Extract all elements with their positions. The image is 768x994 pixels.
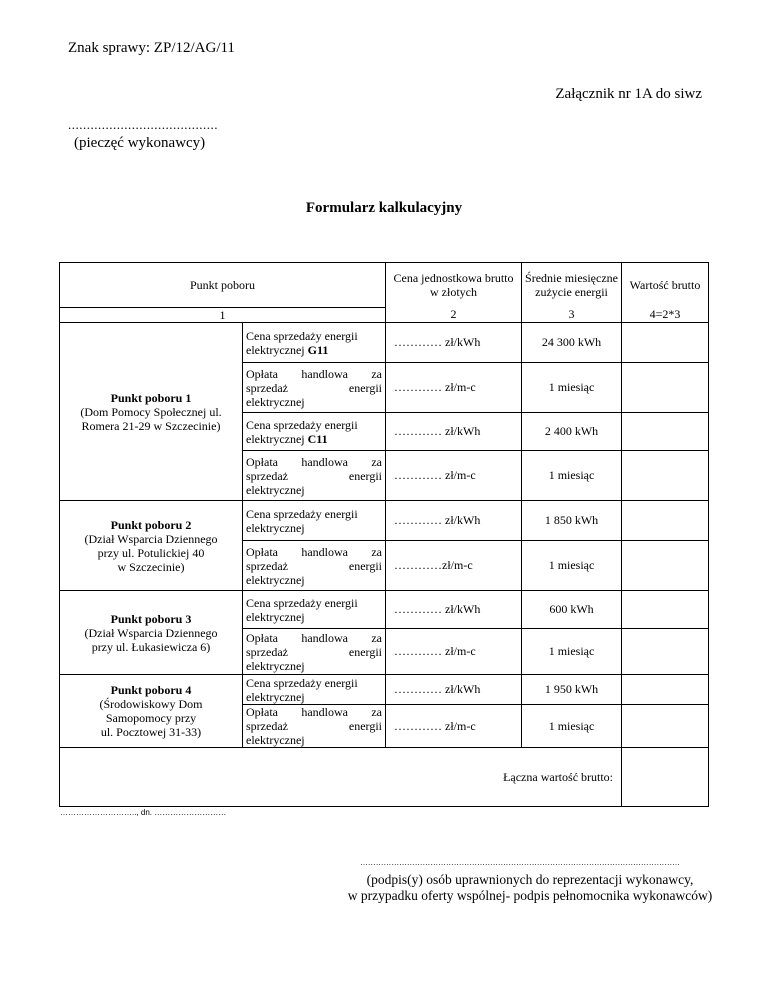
calculation-table bbox=[59, 262, 709, 807]
desc-trade-fee bbox=[243, 541, 386, 591]
usage-value: 1 miesiąc bbox=[522, 629, 622, 675]
col-header-usage: Średnie miesięczne zużycie energii bbox=[522, 263, 622, 308]
unit-price-month: ………… zł/m-c bbox=[386, 705, 522, 748]
table-row bbox=[60, 323, 709, 363]
point-4-cell bbox=[60, 675, 243, 748]
desc-text: Opłata handlowa za sprzedaż energii bbox=[246, 630, 383, 659]
case-number: Znak sprawy: ZP/12/AG/11 bbox=[68, 40, 235, 56]
desc-trade-fee bbox=[243, 629, 386, 675]
col-header-point: Punkt poboru bbox=[60, 263, 386, 308]
usage-value: 2 400 kWh bbox=[522, 413, 622, 451]
usage-value: 1 950 kWh bbox=[522, 675, 622, 705]
unit-price-kwh: ………… zł/kWh bbox=[386, 675, 522, 705]
total-label: Łączna wartość brutto: bbox=[60, 748, 622, 807]
point-3-name: Punkt poboru 3 bbox=[110, 611, 192, 626]
usage-value: 600 kWh bbox=[522, 591, 622, 629]
stamp-label: (pieczęć wykonawcy) bbox=[74, 135, 206, 151]
usage-value: 1 miesiąc bbox=[522, 541, 622, 591]
desc-trade-fee bbox=[243, 363, 386, 413]
table-row bbox=[60, 501, 709, 541]
col-number-1: 1 bbox=[60, 308, 386, 323]
gross-value-cell bbox=[622, 675, 709, 705]
col-number-2: 2 bbox=[386, 308, 522, 323]
desc-text: elektrycznej bbox=[246, 733, 305, 747]
desc-energy-price: Cena sprzedaży energii elektrycznej bbox=[243, 501, 386, 541]
unit-price-month: ………… zł/m-c bbox=[386, 363, 522, 413]
tariff-g11: G11 bbox=[307, 342, 329, 357]
desc-energy-price bbox=[243, 413, 386, 451]
desc-trade-fee bbox=[243, 451, 386, 501]
point-2-address-line: przy ul. Potulickiej 40 bbox=[97, 545, 205, 560]
signature-dotted-line: …………………………………………………………………………………………………………… bbox=[360, 858, 680, 867]
desc-energy-price: Cena sprzedaży energii elektrycznej bbox=[243, 591, 386, 629]
form-title: Formularz kalkulacyjny bbox=[305, 200, 463, 216]
desc-text: Opłata handlowa za sprzedaż energii bbox=[246, 705, 383, 733]
place-date-line: ……………………….., dn. ……………………… bbox=[60, 808, 227, 817]
point-4-address-line: (Środowiskowy Dom bbox=[99, 697, 203, 711]
point-1-cell bbox=[60, 323, 243, 501]
unit-price-kwh: ………… zł/kWh bbox=[386, 591, 522, 629]
desc-energy-price: Cena sprzedaży energii elektrycznej bbox=[243, 675, 386, 705]
gross-value-cell bbox=[622, 363, 709, 413]
table-header-row bbox=[60, 263, 709, 308]
total-value-cell bbox=[622, 748, 709, 807]
desc-text: elektrycznej bbox=[246, 658, 305, 673]
desc-text: Opłata handlowa za sprzedaż energii bbox=[246, 366, 383, 395]
desc-text: Cena sprzedaży energii elektrycznej bbox=[246, 328, 358, 357]
unit-price-kwh: ………… zł/kWh bbox=[386, 323, 522, 363]
usage-value: 1 850 kWh bbox=[522, 501, 622, 541]
gross-value-cell bbox=[622, 413, 709, 451]
unit-price-month: ………… zł/m-c bbox=[386, 451, 522, 501]
usage-value: 1 miesiąc bbox=[522, 451, 622, 501]
gross-value-cell bbox=[622, 451, 709, 501]
gross-value-cell bbox=[622, 323, 709, 363]
desc-text: Opłata handlowa za sprzedaż energii bbox=[246, 454, 383, 483]
point-3-cell bbox=[60, 591, 243, 675]
unit-price-month: …………zł/m-c bbox=[386, 541, 522, 591]
point-2-cell bbox=[60, 501, 243, 591]
table-row bbox=[60, 675, 709, 705]
gross-value-cell bbox=[622, 629, 709, 675]
point-4-address-line: ul. Pocztowej 31-33) bbox=[100, 725, 202, 739]
col-header-gross-value: Wartość brutto bbox=[622, 263, 709, 308]
col-header-unit-price: Cena jednostkowa brutto w złotych bbox=[386, 263, 522, 308]
gross-value-cell bbox=[622, 541, 709, 591]
point-3-address-line: przy ul. Łukasiewicza 6) bbox=[91, 639, 211, 654]
point-3-address-line: (Dział Wsparcia Dziennego bbox=[84, 625, 218, 640]
gross-value-cell bbox=[622, 501, 709, 541]
signature-caption-line-2: w przypadku oferty wspólnej- podpis pełnomocnika wykonawców) bbox=[347, 888, 713, 903]
stamp-placeholder-line: ........................................ bbox=[68, 117, 218, 132]
gross-value-cell bbox=[622, 591, 709, 629]
col-number-3: 3 bbox=[522, 308, 622, 323]
point-4-address-line: Samopomocy przy bbox=[105, 711, 197, 725]
desc-text: Cena sprzedaży energii elektrycznej bbox=[246, 417, 358, 446]
gross-value-cell bbox=[622, 705, 709, 748]
desc-text: elektrycznej bbox=[246, 482, 305, 497]
usage-value: 1 miesiąc bbox=[522, 363, 622, 413]
point-1-name: Punkt poboru 1 bbox=[110, 390, 192, 405]
desc-text: elektrycznej bbox=[246, 572, 305, 587]
point-1-address: (Dom Pomocy Społecznej ul. Romera 21-29 w Szczecinie) bbox=[80, 404, 222, 433]
desc-text: Opłata handlowa za sprzedaż energii bbox=[246, 544, 383, 573]
desc-text: elektrycznej bbox=[246, 394, 305, 409]
point-2-address-line: (Dział Wsparcia Dziennego bbox=[84, 531, 218, 546]
point-2-name: Punkt poboru 2 bbox=[110, 517, 192, 532]
total-row bbox=[60, 748, 709, 807]
usage-value: 24 300 kWh bbox=[522, 323, 622, 363]
desc-trade-fee bbox=[243, 705, 386, 748]
unit-price-kwh: ………… zł/kWh bbox=[386, 501, 522, 541]
desc-energy-price bbox=[243, 323, 386, 363]
unit-price-month: ………… zł/m-c bbox=[386, 629, 522, 675]
point-4-name: Punkt poboru 4 bbox=[110, 683, 192, 697]
usage-value: 1 miesiąc bbox=[522, 705, 622, 748]
attachment-label: Załącznik nr 1A do siwz bbox=[555, 86, 702, 102]
tariff-c11: C11 bbox=[307, 431, 328, 446]
col-number-4: 4=2*3 bbox=[622, 308, 709, 323]
signature-caption-line-1: (podpis(y) osób uprawnionych do reprezentacji wykonawcy, bbox=[366, 872, 694, 887]
point-2-address-line: w Szczecinie) bbox=[117, 559, 185, 574]
unit-price-kwh: ………… zł/kWh bbox=[386, 413, 522, 451]
table-row bbox=[60, 591, 709, 629]
table-number-row bbox=[60, 308, 709, 323]
